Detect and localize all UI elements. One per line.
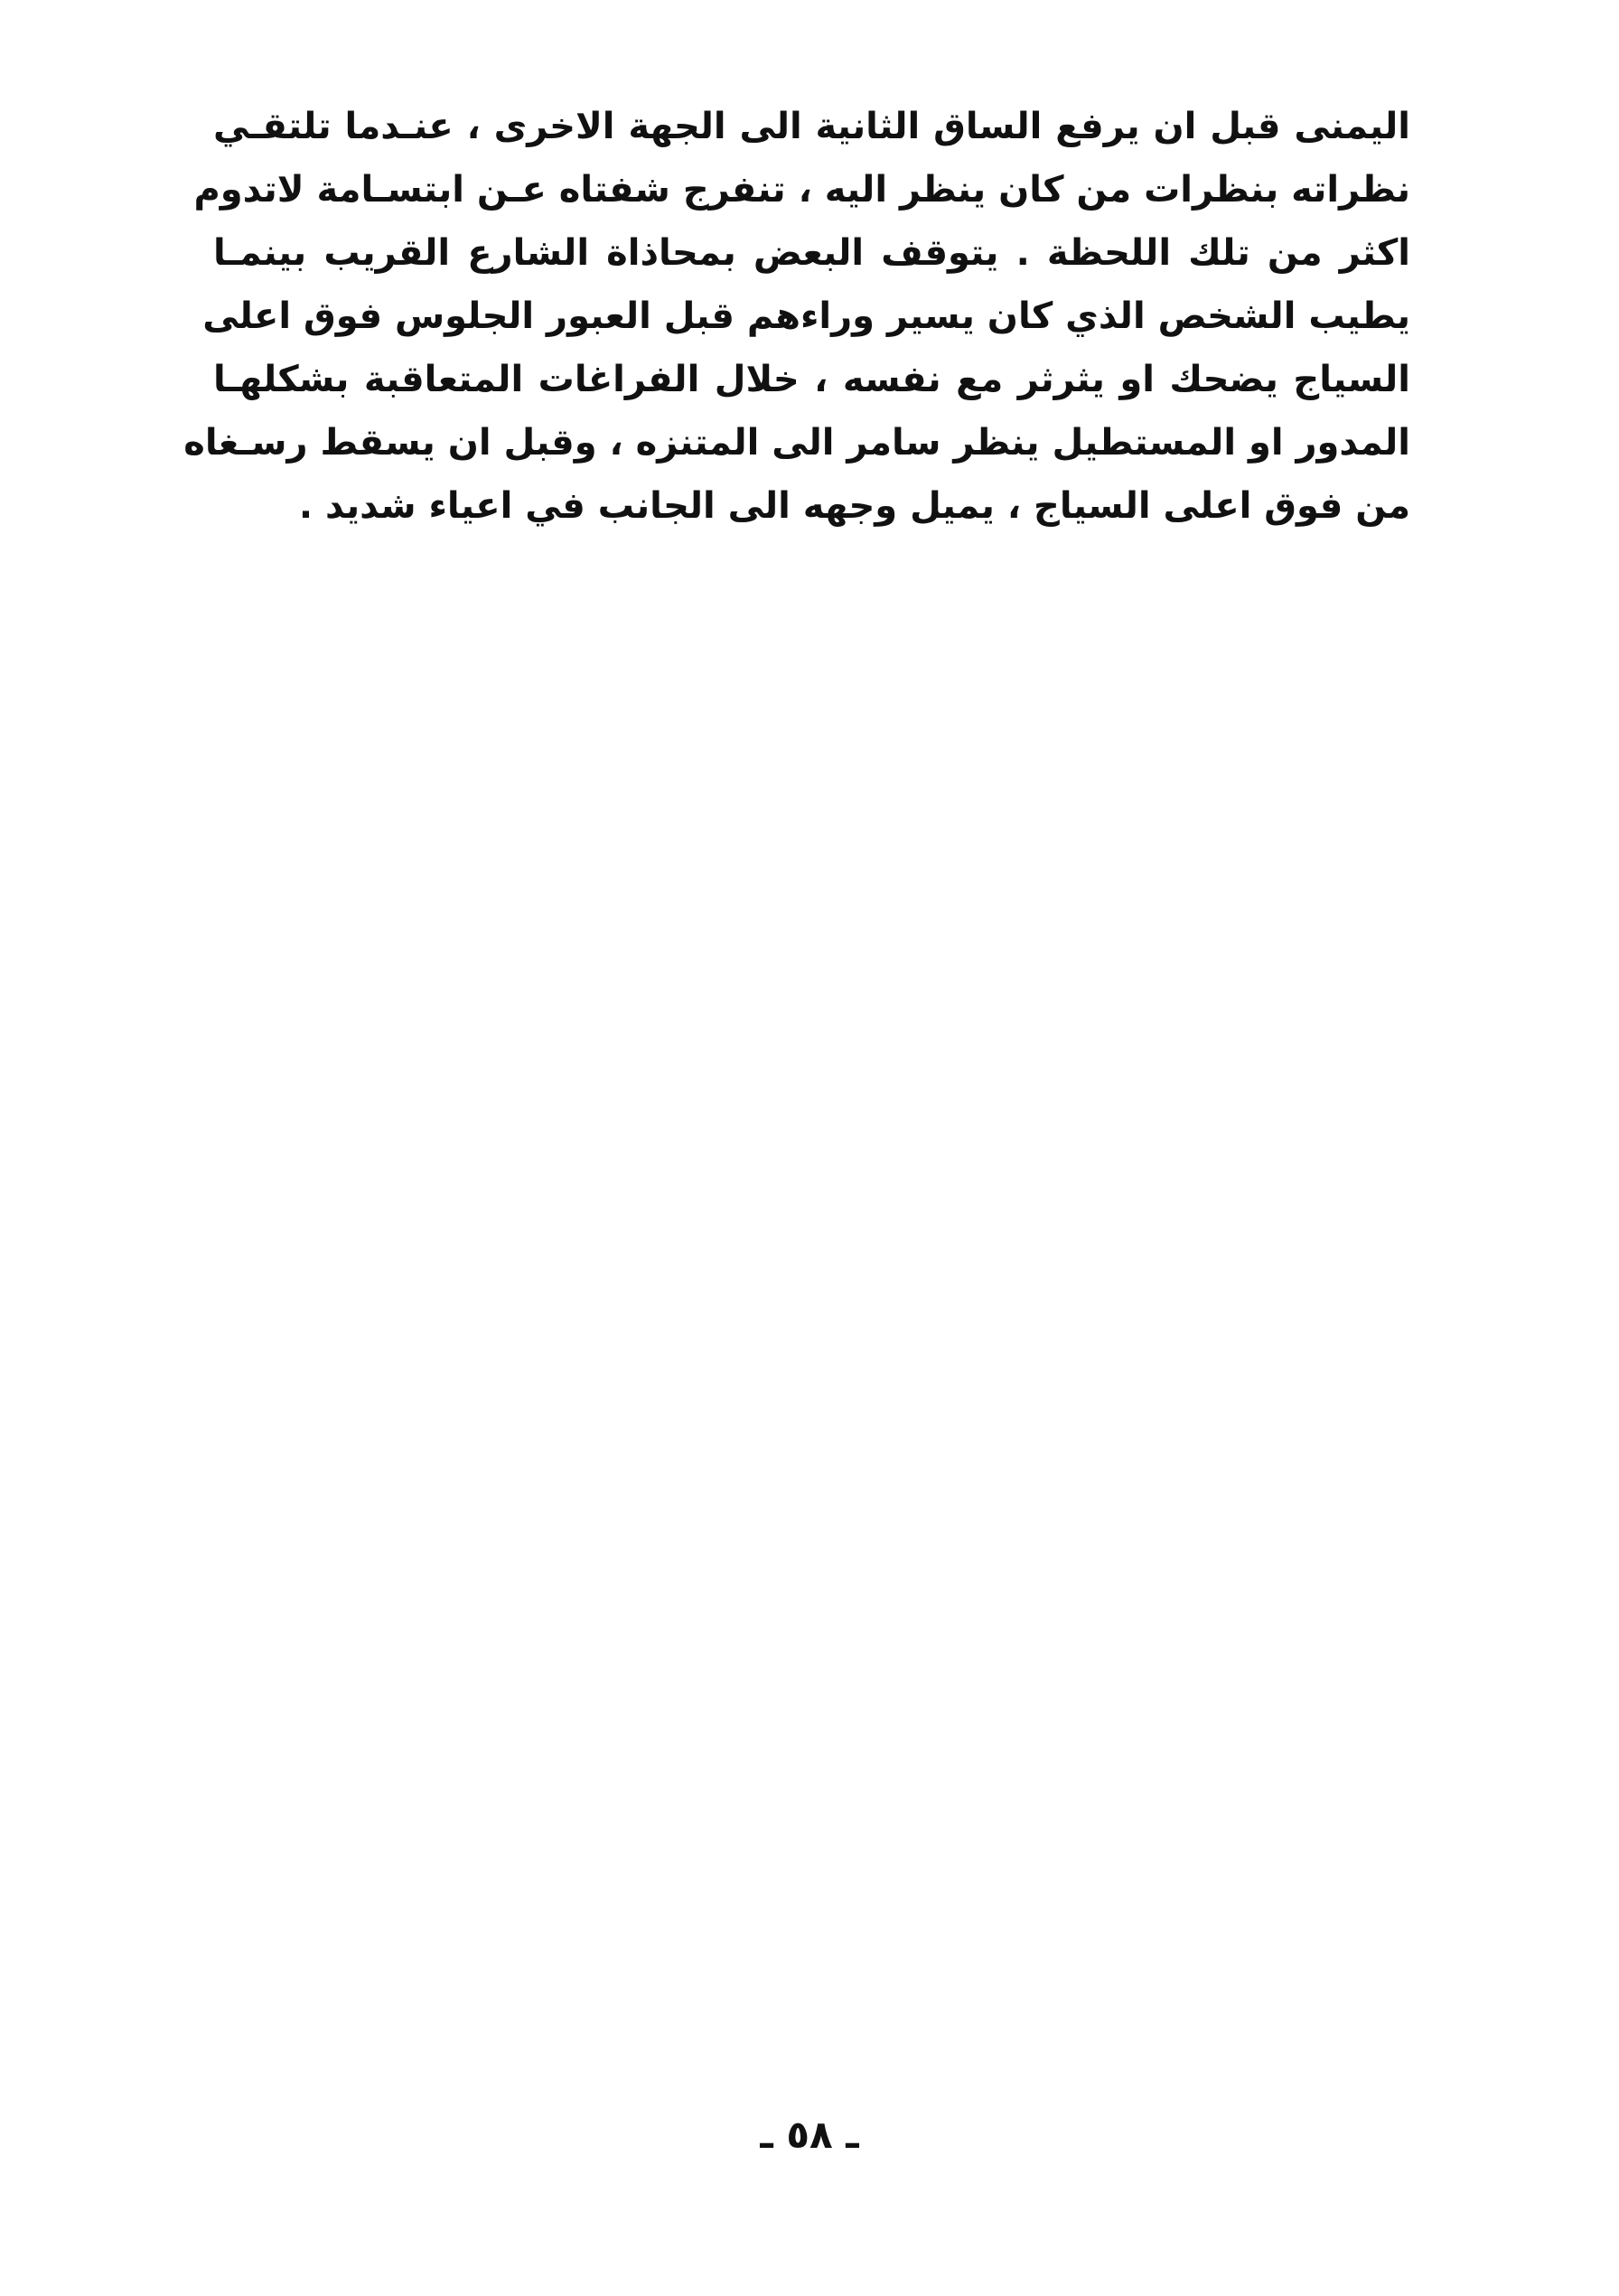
text-line-2: نظراته بنظرات من كان ينظر اليه ، تنفرج شفتاه عـن ابتسـامة لاتدوم <box>193 169 1410 211</box>
body-text <box>183 95 1410 538</box>
text-line-6: المدور او المستطيل ينظر سامر الى المتنزه ، وقبل ان يسقط رسـغاه <box>183 422 1410 464</box>
text-line-7: من فوق اعلى السياج ، يميل وجهه الى الجانب في اعياء شديد . <box>298 485 1410 527</box>
page-number: ـ ٥٨ ـ <box>760 2113 859 2157</box>
text-line-4: يطيب الشخص الذي كان يسير وراءهم قبل العبور الجلوس فوق اعلى <box>202 295 1410 337</box>
text-line-3: اكثر من تلك اللحظة . يتوقف البعض بمحاذاة الشارع القريب بينمـا <box>213 232 1410 274</box>
text-line-1: اليمنى قبل ان يرفع الساق الثانية الى الجهة الاخرى ، عنـدما تلتقـي <box>213 106 1410 147</box>
text-line-5: السياج يضحك او يثرثر مع نفسه ، خلال الفراغات المتعاقبة بشكلهـا <box>213 359 1410 400</box>
